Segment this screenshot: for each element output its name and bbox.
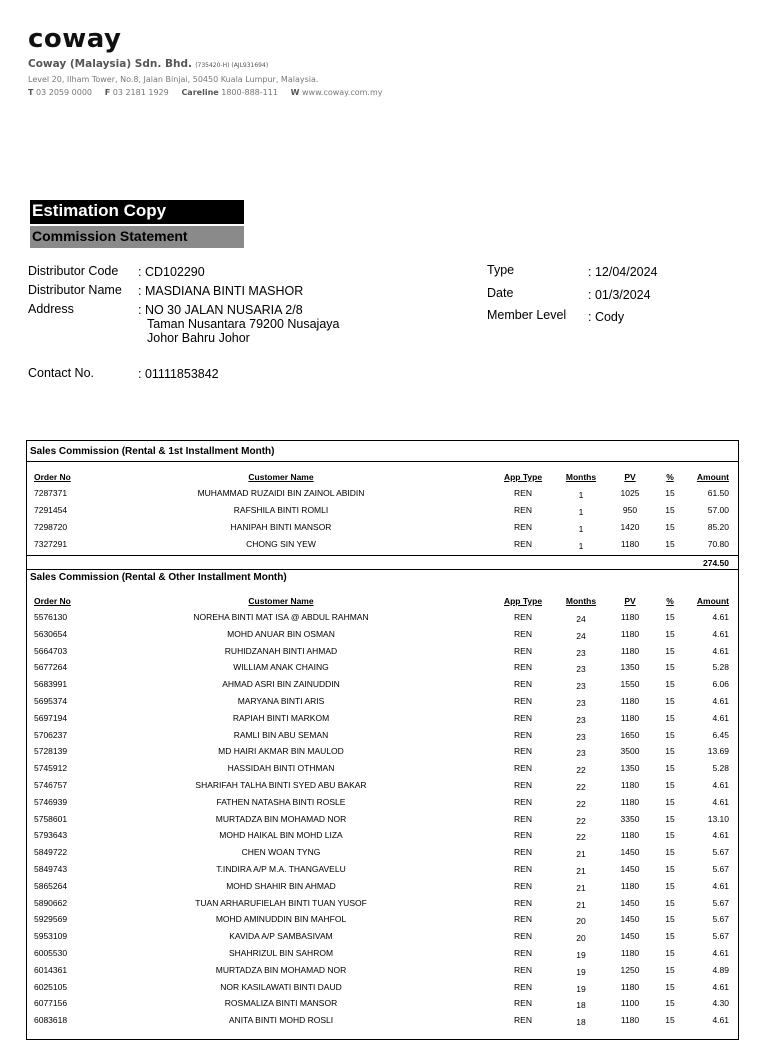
cell-amount: 4.61 [712, 1015, 729, 1026]
cell-months: 23 [576, 681, 586, 692]
cell-months: 24 [576, 630, 586, 641]
section2-header-row [27, 596, 738, 612]
col-customer-name: Customer Name [248, 596, 314, 606]
cell-order-no: 7287371 [34, 488, 68, 498]
web-value: www.coway.com.my [302, 88, 383, 97]
cell-app-type: REN [514, 505, 532, 515]
cell-app-type: REN [514, 1015, 532, 1026]
cell-months: 1 [578, 541, 584, 551]
cell-amount: 5.67 [712, 897, 729, 908]
cell-pv: 3350 [620, 813, 640, 824]
cell-order-no: 5793643 [34, 830, 68, 841]
cell-order-no: 5746757 [34, 780, 68, 790]
tel-label: T [28, 88, 34, 97]
cell-customer-name: SHAHRIZUL BIN SAHROM [228, 948, 334, 958]
cell-customer-name: AHMAD ASRI BIN ZAINUDDIN [222, 679, 340, 690]
cell-app-type: REN [514, 964, 532, 975]
cell-percent: 15 [665, 864, 675, 874]
member-level-label: Member Level [487, 308, 567, 322]
cell-percent: 15 [665, 998, 675, 1009]
cell-customer-name: CHONG SIN YEW [246, 539, 316, 549]
cell-percent: 15 [665, 696, 675, 706]
cell-months: 23 [576, 748, 586, 759]
cell-order-no: 5746939 [34, 796, 68, 807]
cell-order-no: 7291454 [34, 505, 68, 515]
cell-months: 23 [576, 664, 586, 675]
cell-app-type: REN [514, 729, 532, 740]
cell-percent: 15 [665, 948, 675, 958]
distributor-code-value: : CD102290 [138, 265, 205, 279]
cell-percent: 15 [665, 763, 675, 774]
cell-months: 1 [578, 524, 584, 534]
cell-app-type: REN [514, 931, 532, 942]
cell-percent: 15 [665, 729, 675, 740]
cell-order-no: 6014361 [34, 964, 68, 975]
table-row [27, 914, 738, 930]
cell-order-no: 6083618 [34, 1015, 68, 1026]
date-label: Date [487, 286, 514, 300]
col-pv: PV [624, 596, 636, 606]
section2-title: Sales Commission (Rental & Other Installment Month) [30, 572, 287, 583]
cell-amount: 4.61 [712, 780, 729, 790]
cell-app-type: REN [514, 488, 532, 498]
cell-customer-name: NOR KASILAWATI BINTI DAUD [220, 981, 342, 992]
table-row [27, 713, 738, 729]
cell-pv: 1180 [620, 830, 640, 841]
cell-app-type: REN [514, 780, 532, 790]
cell-pv: 1180 [620, 948, 640, 958]
cell-months: 23 [576, 647, 586, 658]
cell-pv: 1180 [620, 1015, 640, 1026]
cell-amount: 5.28 [712, 662, 729, 673]
company-name: Coway (Malaysia) Sdn. Bhd. [28, 58, 192, 70]
table-row [27, 847, 738, 863]
type-value: : 12/04/2024 [588, 265, 658, 279]
cell-order-no: 5745912 [34, 763, 68, 774]
section1-total: 274.50 [703, 558, 729, 568]
cell-amount: 5.67 [712, 914, 729, 925]
col-app-type: App Type [503, 596, 543, 606]
cell-app-type: REN [514, 880, 532, 891]
cell-percent: 15 [665, 780, 675, 790]
cell-app-type: REN [514, 830, 532, 841]
section1-total-line [27, 555, 738, 556]
cell-app-type: REN [514, 712, 532, 723]
cell-pv: 1180 [620, 645, 640, 656]
cell-pv: 1180 [620, 539, 640, 549]
cell-percent: 15 [665, 679, 675, 690]
table-row [27, 898, 738, 914]
table-row [27, 763, 738, 779]
cell-customer-name: MURTADZA BIN MOHAMAD NOR [215, 813, 347, 824]
cell-pv: 1450 [620, 864, 640, 874]
cell-amount: 4.61 [712, 796, 729, 807]
cell-order-no: 6005530 [34, 948, 68, 958]
coway-logo: coway [28, 24, 122, 54]
cell-customer-name: MURTADZA BIN MOHAMAD NOR [215, 964, 347, 975]
cell-customer-name: HANIPAH BINTI MANSOR [230, 522, 332, 532]
address-line1: : NO 30 JALAN NUSARIA 2/8 [138, 303, 303, 317]
cell-app-type: REN [514, 796, 532, 807]
cell-order-no: 5849722 [34, 847, 68, 858]
cell-pv: 1250 [620, 964, 640, 975]
cell-months: 21 [576, 849, 586, 860]
cell-months: 22 [576, 815, 586, 826]
cell-pv: 3500 [620, 746, 640, 757]
table-row [27, 539, 738, 555]
cell-order-no: 6077156 [34, 998, 68, 1009]
cell-customer-name: T.INDIRA A/P M.A. THANGAVELU [216, 864, 346, 874]
table-row [27, 965, 738, 981]
member-level-value: : Cody [588, 310, 625, 324]
cell-amount: 4.61 [712, 628, 729, 639]
table-row [27, 505, 738, 521]
col-order-no: Order No [34, 472, 71, 482]
cell-pv: 1180 [620, 696, 640, 706]
cell-app-type: REN [514, 679, 532, 690]
cell-amount: 13.10 [707, 813, 729, 824]
address-line2: Taman Nusantara 79200 Nusajaya [147, 317, 340, 331]
col-amount: Amount [696, 472, 729, 482]
cell-months: 23 [576, 714, 586, 725]
cell-months: 18 [576, 1000, 586, 1011]
cell-app-type: REN [514, 628, 532, 639]
fax-value: 03 2181 1929 [112, 88, 169, 97]
cell-months: 21 [576, 899, 586, 910]
company-address: Level 20, Ilham Tower, No.8, Jalan Binjai, 50450 Kuala Lumpur, Malaysia. [28, 75, 319, 84]
cell-amount: 13.69 [707, 746, 729, 757]
cell-customer-name: KAVIDA A/P SAMBASIVAM [229, 931, 333, 942]
cell-months: 21 [576, 882, 586, 893]
cell-app-type: REN [514, 612, 532, 622]
cell-pv: 1180 [620, 780, 640, 790]
cell-months: 19 [576, 966, 586, 977]
cell-pv: 1350 [620, 763, 640, 774]
cell-pv: 1180 [620, 612, 640, 622]
table-row [27, 629, 738, 645]
cell-percent: 15 [665, 830, 675, 841]
cell-order-no: 5890662 [34, 897, 68, 908]
cell-customer-name: ROSMALIZA BINTI MANSOR [224, 998, 338, 1009]
table-row [27, 881, 738, 897]
cell-percent: 15 [665, 662, 675, 673]
cell-order-no: 5695374 [34, 696, 68, 706]
cell-percent: 15 [665, 914, 675, 925]
cell-app-type: REN [514, 696, 532, 706]
cell-order-no: 5728139 [34, 746, 68, 757]
cell-amount: 4.61 [712, 830, 729, 841]
cell-order-no: 5849743 [34, 864, 68, 874]
commission-statement-title: Commission Statement [30, 226, 244, 248]
cell-months: 20 [576, 916, 586, 927]
col-percent: % [666, 596, 674, 606]
table-row [27, 982, 738, 998]
cell-pv: 950 [622, 505, 638, 515]
cell-app-type: REN [514, 948, 532, 958]
cell-months: 1 [578, 507, 584, 517]
contact-label: Contact No. [28, 366, 95, 380]
cell-customer-name: RAMLI BIN ABU SEMAN [233, 729, 329, 740]
cell-pv: 1450 [620, 914, 640, 925]
cell-months: 23 [576, 731, 586, 742]
distributor-name-label: Distributor Name [28, 283, 122, 297]
cell-months: 20 [576, 933, 586, 944]
table-row [27, 797, 738, 813]
cell-customer-name: RUHIDZANAH BINTI AHMAD [224, 645, 338, 656]
cell-order-no: 5664703 [34, 645, 68, 656]
cell-app-type: REN [514, 645, 532, 656]
table-row [27, 948, 738, 964]
cell-percent: 15 [665, 897, 675, 908]
cell-amount: 4.61 [712, 612, 729, 622]
cell-app-type: REN [514, 981, 532, 992]
cell-customer-name: MD HAIRI AKMAR BIN MAULOD [218, 746, 344, 757]
cell-pv: 1650 [620, 729, 640, 740]
cell-percent: 15 [665, 880, 675, 891]
cell-pv: 1420 [620, 522, 640, 532]
cell-months: 22 [576, 798, 586, 809]
cell-amount: 5.67 [712, 864, 729, 874]
cell-percent: 15 [665, 931, 675, 942]
cell-order-no: 5706237 [34, 729, 68, 740]
section1-divider [27, 461, 738, 462]
cell-percent: 15 [665, 981, 675, 992]
col-months: Months [565, 472, 597, 482]
table-row [27, 662, 738, 678]
cell-percent: 15 [665, 539, 675, 549]
cell-app-type: REN [514, 746, 532, 757]
section1-header-row [27, 472, 738, 488]
cell-app-type: REN [514, 864, 532, 874]
table-row [27, 931, 738, 947]
cell-customer-name: RAPIAH BINTI MARKOM [232, 712, 330, 723]
cell-pv: 1450 [620, 897, 640, 908]
cell-months: 22 [576, 832, 586, 843]
company-reg: (735420-H) (AJL931694) [195, 62, 269, 69]
cell-percent: 15 [665, 847, 675, 858]
cell-customer-name: MARYANA BINTI ARIS [237, 696, 325, 706]
cell-months: 19 [576, 950, 586, 960]
table-row [27, 488, 738, 504]
cell-pv: 1180 [620, 628, 640, 639]
col-app-type: App Type [503, 472, 543, 482]
cell-pv: 1450 [620, 931, 640, 942]
cell-percent: 15 [665, 522, 675, 532]
section2-top-line [27, 569, 738, 570]
cell-app-type: REN [514, 914, 532, 925]
cell-amount: 85.20 [707, 522, 729, 532]
cell-app-type: REN [514, 813, 532, 824]
cell-amount: 4.61 [712, 948, 729, 958]
table-row [27, 696, 738, 712]
section1-title: Sales Commission (Rental & 1st Installment Month) [30, 446, 275, 457]
careline-value: 1800-888-111 [221, 88, 278, 97]
cell-percent: 15 [665, 488, 675, 498]
col-pv: PV [624, 472, 636, 482]
date-value: : 01/3/2024 [588, 288, 651, 302]
col-months: Months [565, 596, 597, 606]
cell-customer-name: MOHD SHAHIR BIN AHMAD [226, 880, 336, 891]
cell-months: 19 [576, 983, 586, 994]
cell-percent: 15 [665, 813, 675, 824]
col-percent: % [666, 472, 674, 482]
type-label: Type [487, 263, 515, 277]
cell-pv: 1025 [620, 488, 640, 498]
cell-app-type: REN [514, 897, 532, 908]
table-row [27, 780, 738, 796]
table-row [27, 830, 738, 846]
tel-value: 03 2059 0000 [36, 88, 92, 97]
cell-pv: 1180 [620, 796, 640, 807]
table-row [27, 746, 738, 762]
cell-order-no: 5630654 [34, 628, 68, 639]
cell-months: 1 [578, 490, 584, 500]
cell-percent: 15 [665, 712, 675, 723]
col-order-no: Order No [34, 596, 71, 606]
cell-months: 24 [576, 614, 586, 624]
address-label: Address [28, 302, 74, 316]
cell-pv: 1550 [620, 679, 640, 690]
cell-percent: 15 [665, 796, 675, 807]
cell-pv: 1180 [620, 712, 640, 723]
cell-percent: 15 [665, 645, 675, 656]
cell-customer-name: MOHD ANUAR BIN OSMAN [227, 628, 335, 639]
cell-customer-name: NOREHA BINTI MAT ISA @ ABDUL RAHMAN [193, 612, 369, 622]
cell-amount: 4.61 [712, 981, 729, 992]
address-line3: Johor Bahru Johor [147, 331, 250, 345]
cell-pv: 1450 [620, 847, 640, 858]
cell-amount: 6.45 [712, 729, 729, 740]
cell-order-no: 7298720 [34, 522, 68, 532]
cell-app-type: REN [514, 662, 532, 673]
cell-customer-name: RAFSHILA BINTI ROMLI [233, 505, 329, 515]
cell-percent: 15 [665, 505, 675, 515]
cell-amount: 61.50 [707, 488, 729, 498]
cell-app-type: REN [514, 539, 532, 549]
commission-table [26, 440, 739, 1040]
cell-amount: 4.30 [712, 998, 729, 1009]
cell-order-no: 5677264 [34, 662, 68, 673]
cell-pv: 1180 [620, 981, 640, 992]
distributor-name-value: : MASDIANA BINTI MASHOR [138, 284, 304, 298]
cell-pv: 1100 [620, 998, 640, 1009]
cell-months: 22 [576, 765, 586, 776]
cell-amount: 70.80 [707, 539, 729, 549]
table-row [27, 646, 738, 662]
cell-amount: 4.61 [712, 696, 729, 706]
cell-app-type: REN [514, 998, 532, 1009]
cell-customer-name: MOHD AMINUDDIN BIN MAHFOL [215, 914, 347, 925]
cell-amount: 57.00 [707, 505, 729, 515]
cell-amount: 4.61 [712, 880, 729, 891]
col-customer-name: Customer Name [248, 472, 314, 482]
cell-order-no: 5865264 [34, 880, 68, 891]
cell-amount: 6.06 [712, 679, 729, 690]
fax-label: F [104, 88, 111, 97]
cell-months: 23 [576, 698, 586, 708]
table-row [27, 998, 738, 1014]
cell-months: 21 [576, 866, 586, 876]
cell-amount: 4.61 [712, 712, 729, 723]
cell-order-no: 5576130 [34, 612, 68, 622]
table-row [27, 679, 738, 695]
cell-customer-name: HASSIDAH BINTI OTHMAN [227, 763, 335, 774]
cell-amount: 5.67 [712, 847, 729, 858]
table-row [27, 864, 738, 880]
table-row [27, 1015, 738, 1031]
distributor-code-label: Distributor Code [28, 264, 119, 278]
cell-order-no: 6025105 [34, 981, 68, 992]
cell-order-no: 5929569 [34, 914, 68, 925]
cell-app-type: REN [514, 847, 532, 858]
cell-percent: 15 [665, 612, 675, 622]
cell-order-no: 5697194 [34, 712, 68, 723]
contact-value: : 01111853842 [138, 367, 219, 381]
cell-order-no: 7327291 [34, 539, 68, 549]
cell-percent: 15 [665, 964, 675, 975]
cell-customer-name: SHARIFAH TALHA BINTI SYED ABU BAKAR [195, 780, 367, 790]
cell-amount: 5.28 [712, 763, 729, 774]
cell-app-type: REN [514, 522, 532, 532]
company-name-line [28, 58, 268, 70]
cell-pv: 1180 [620, 880, 640, 891]
cell-amount: 4.61 [712, 645, 729, 656]
cell-customer-name: WILLIAM ANAK CHAING [233, 662, 329, 673]
cell-months: 18 [576, 1017, 586, 1028]
careline-label: Careline [181, 88, 219, 97]
col-amount: Amount [696, 596, 729, 606]
table-row [27, 522, 738, 538]
cell-order-no: 5953109 [34, 931, 68, 942]
cell-customer-name: FATHEN NATASHA BINTI ROSLE [216, 796, 346, 807]
web-label: W [290, 88, 300, 97]
cell-customer-name: CHEN WOAN TYNG [241, 847, 321, 858]
cell-customer-name: TUAN ARHARUFIELAH BINTI TUAN YUSOF [195, 897, 367, 908]
cell-percent: 15 [665, 746, 675, 757]
cell-customer-name: ANITA BINTI MOHD ROSLI [228, 1015, 334, 1026]
cell-amount: 4.89 [712, 964, 729, 975]
cell-customer-name: MUHAMMAD RUZAIDI BIN ZAINOL ABIDIN [197, 488, 365, 498]
company-contacts [28, 88, 382, 97]
cell-pv: 1350 [620, 662, 640, 673]
table-row [27, 612, 738, 628]
cell-percent: 15 [665, 628, 675, 639]
cell-app-type: REN [514, 763, 532, 774]
table-row [27, 814, 738, 830]
cell-order-no: 5683991 [34, 679, 68, 690]
estimation-copy-title: Estimation Copy [30, 200, 244, 224]
cell-order-no: 5758601 [34, 813, 68, 824]
cell-months: 22 [576, 782, 586, 792]
cell-percent: 15 [665, 1015, 675, 1026]
cell-customer-name: MOHD HAIKAL BIN MOHD LIZA [219, 830, 343, 841]
cell-amount: 5.67 [712, 931, 729, 942]
table-row [27, 730, 738, 746]
